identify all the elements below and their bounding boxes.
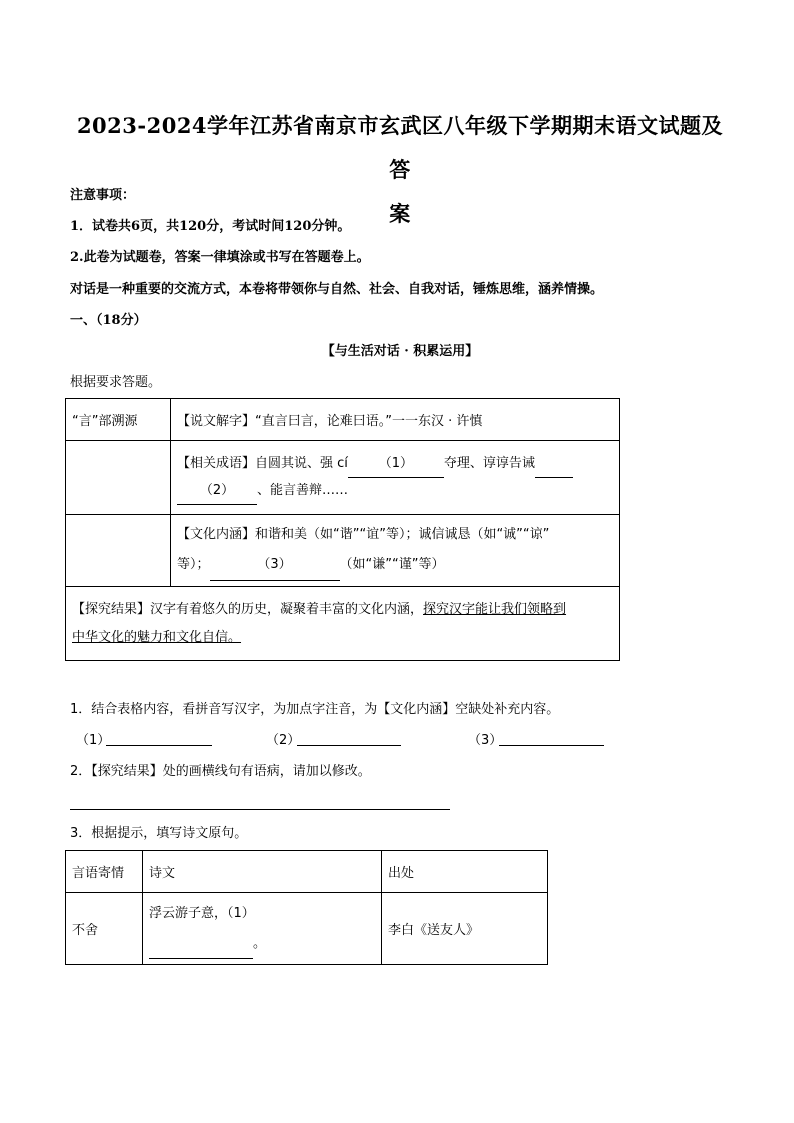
table1-cell-shuowen: 【说文解字】“直言曰言，论难曰语。”一一东汉 · 许慎 — [171, 399, 620, 441]
instruction-text: 根据要求答题。 — [70, 375, 162, 390]
q1-answer-1-line[interactable] — [106, 745, 212, 746]
table1-cell-empty-1 — [66, 441, 171, 515]
q1-answer-2-label: （2） — [266, 733, 301, 748]
blank-1b[interactable] — [535, 463, 573, 478]
blank-1[interactable]: （1） — [348, 451, 444, 478]
table1-cell-idioms: 【相关成语】自圆其说、强 cí （1） 夺理、谆谆告诫 （2） 、能言善辩…… — [171, 441, 620, 515]
table2-header-emotion: 言语寄情 — [66, 851, 143, 893]
blank-2[interactable]: （2） — [177, 478, 257, 505]
notice-item-2: 2.此卷为试题卷，答案一律填涂或书写在答题卷上。 — [70, 250, 370, 265]
question-3: 3．根据提示，填写诗文原句。 — [70, 826, 248, 841]
title-line-1: 2023-2024学年江苏省南京市玄武区八年级下学期期末语文试题及答 — [76, 113, 724, 182]
notice-heading: 注意事项： — [70, 188, 136, 203]
q2-answer-line[interactable] — [70, 809, 450, 810]
table1-cell-label: “言”部溯源 — [66, 399, 171, 441]
table1-cell-culture: 【文化内涵】和谐和美（如“谐”“谊”等）；诚信诚恳（如“诚”“谅” 等）； （3） （如“谦”“谨”等） — [171, 515, 620, 587]
faulty-sentence-part-2: 中华文化的魅力和文化自信。 — [72, 629, 242, 645]
table2-cell-poem: 浮云游子意，（1） 。 — [143, 893, 382, 965]
poem-blank[interactable] — [149, 944, 253, 959]
q1-answer-3-line[interactable] — [499, 745, 604, 746]
q1-answer-3-label: （3） — [468, 733, 503, 748]
poetry-table — [65, 850, 548, 965]
table2-cell-source: 李白《送友人》 — [382, 893, 548, 965]
section-1-heading: 一、（18分） — [70, 313, 147, 328]
table1-cell-empty-2 — [66, 515, 171, 587]
q1-answer-2-line[interactable] — [297, 745, 401, 746]
section-1-subheading: 【与生活对话 · 积累运用】 — [321, 344, 479, 359]
table2-cell-emotion: 不舍 — [66, 893, 143, 965]
table2-header-source: 出处 — [382, 851, 548, 893]
word-origin-table — [65, 398, 620, 661]
title-line-2: 案 — [389, 201, 411, 226]
faulty-sentence-part-1: 探究汉字能让我们领略到 — [423, 601, 567, 617]
intro-text: 对话是一种重要的交流方式，本卷将带领你与自然、社会、自我对话，锤炼思维，涵养情操。 — [70, 282, 604, 297]
question-2: 2．【探究结果】处的画横线句有语病，请加以修改。 — [70, 764, 371, 779]
question-1: 1．结合表格内容，看拼音写汉字，为加点字注音，为【文化内涵】空缺处补充内容。 — [70, 702, 560, 717]
blank-3[interactable]: （3） — [210, 550, 340, 581]
notice-item-1: 1．试卷共6页，共120分，考试时间120分钟。 — [70, 219, 351, 234]
table1-cell-result: 【探究结果】汉字有着悠久的历史，凝聚着丰富的文化内涵，探究汉字能让我们领略到 中华文化的魅力和文化自信。 — [66, 587, 620, 661]
table2-header-poem: 诗文 — [143, 851, 382, 893]
q1-answer-1-label: （1） — [76, 733, 111, 748]
